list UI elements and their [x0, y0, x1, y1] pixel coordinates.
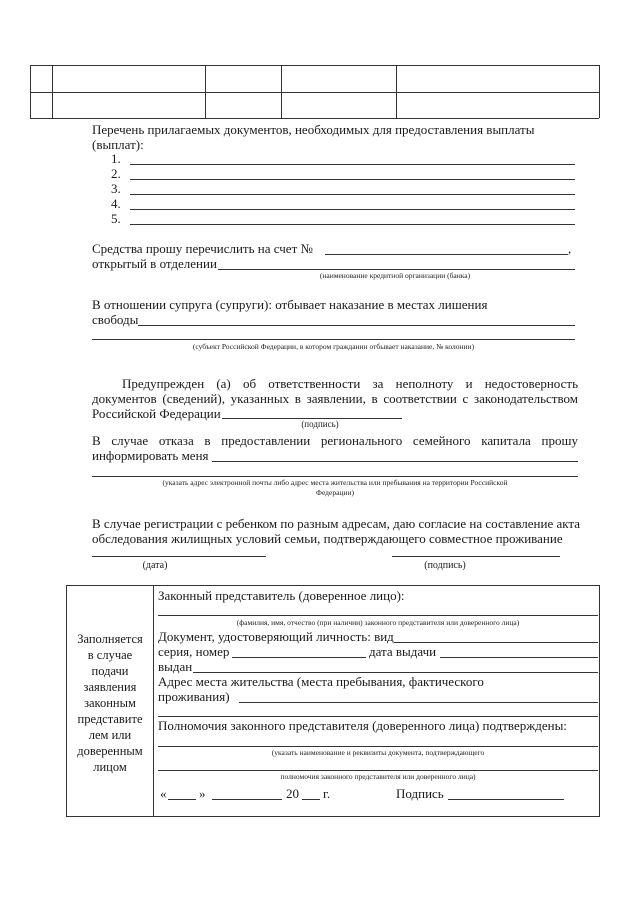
doc-item-field[interactable]: [130, 209, 575, 210]
registration-date-field[interactable]: [92, 556, 266, 557]
bank-branch-label: открытый в отделении: [92, 256, 217, 271]
year-field[interactable]: [302, 799, 320, 800]
refusal-caption: Федерации): [316, 488, 354, 497]
issue-date-field[interactable]: [440, 657, 598, 658]
documents-intro: Перечень прилагаемых документов, необходимых для предоставления выплаты: [92, 122, 535, 137]
account-label: Средства прошу перечислить на счет №: [92, 241, 313, 256]
authority-doc-field[interactable]: [158, 746, 598, 747]
id-doc-field[interactable]: [394, 642, 598, 643]
signature-label: Подпись: [396, 786, 444, 801]
doc-item-number: 5.: [111, 211, 121, 226]
warning-line: Предупрежден (а) об ответственности за неполноту и недостоверность: [122, 376, 578, 391]
warning-line: документов (сведений), указанных в заявлении, в соответствии с законодательством: [92, 391, 578, 406]
warning-signature-caption: (подпись): [301, 419, 339, 429]
day-field[interactable]: [168, 799, 196, 800]
id-doc-label: Документ, удостоверяющий личность: вид: [158, 629, 394, 644]
doc-item-number: 4.: [111, 196, 121, 211]
doc-item-number: 1.: [111, 151, 121, 166]
spouse-caption: (субъект Российской Федерации, в котором гражданин отбывает наказание, № колонии): [192, 342, 475, 351]
refusal-contact-field-cont[interactable]: [92, 476, 578, 477]
issue-date-label: дата выдачи: [369, 644, 437, 659]
refusal-line: информировать меня: [92, 448, 209, 463]
representative-name-caption: (фамилия, имя, отчество (при наличии) законного представителя или доверенного лица): [236, 618, 520, 627]
authority-caption: полномочия законного представителя или доверенного лица): [280, 772, 476, 781]
spouse-freedom-label: свободы: [92, 312, 139, 327]
year-prefix: 20: [286, 786, 299, 801]
bank-branch-field[interactable]: [218, 269, 575, 270]
registration-date-caption: (дата): [142, 560, 168, 571]
refusal-caption: (указать адрес электронной почты либо адрес места жительства или пребывания на территории Российской: [162, 478, 508, 487]
registration-signature-caption: (подпись): [424, 560, 466, 571]
authority-caption: (указать наименование и реквизиты документа, подтверждающего: [271, 748, 485, 757]
series-number-field[interactable]: [232, 657, 366, 658]
doc-item-field[interactable]: [130, 179, 575, 180]
representative-name-field[interactable]: [158, 615, 598, 616]
authority-doc-field-cont[interactable]: [158, 770, 598, 771]
refusal-contact-field[interactable]: [212, 461, 578, 462]
warning-line: Российской Федерации: [92, 406, 221, 421]
bank-caption: (наименование кредитной организации (банка): [319, 271, 471, 280]
registration-line: обследования жилищных условий семьи, подтверждающего совместное проживание: [92, 531, 563, 546]
spouse-field[interactable]: [138, 325, 575, 326]
representative-side-label: Заполняется в случае подачи заявления законным представите лем или доверенным лицом: [77, 632, 143, 774]
doc-item-field[interactable]: [130, 224, 575, 225]
date-open-quote: «: [160, 786, 167, 801]
month-field[interactable]: [212, 799, 282, 800]
date-close-quote: »: [199, 786, 206, 801]
refusal-line: В случае отказа в предоставлении регионального семейного капитала прошу: [92, 433, 578, 448]
account-comma: ,: [568, 241, 572, 256]
doc-item-number: 3.: [111, 181, 121, 196]
documents-intro-cont: (выплат):: [92, 137, 144, 152]
registration-line: В случае регистрации с ребенком по разным адресам, даю согласие на составление акта: [92, 516, 581, 531]
representative-title: Законный представитель (доверенное лицо):: [158, 588, 405, 603]
account-number-field[interactable]: [325, 254, 568, 255]
spouse-label: В отношении супруга (супруги): отбывает наказание в местах лишения: [92, 297, 488, 312]
doc-item-field[interactable]: [130, 164, 575, 165]
doc-item-number: 2.: [111, 166, 121, 181]
doc-item-field[interactable]: [130, 194, 575, 195]
signature-field[interactable]: [448, 799, 564, 800]
address-field[interactable]: [239, 702, 598, 703]
series-number-label: серия, номер: [158, 644, 230, 659]
spouse-field-cont[interactable]: [92, 339, 575, 340]
authority-label: Полномочия законного представителя (доверенного лица) подтверждены:: [158, 718, 567, 733]
issued-by-field[interactable]: [193, 672, 598, 673]
registration-signature-field[interactable]: [392, 556, 560, 557]
address-label: Адрес места жительства (места пребывания, фактического: [158, 674, 484, 689]
address-field-cont[interactable]: [158, 716, 598, 717]
address-label-cont: проживания): [158, 689, 230, 704]
year-suffix: г.: [323, 786, 331, 801]
issued-by-label: выдан: [158, 659, 193, 674]
